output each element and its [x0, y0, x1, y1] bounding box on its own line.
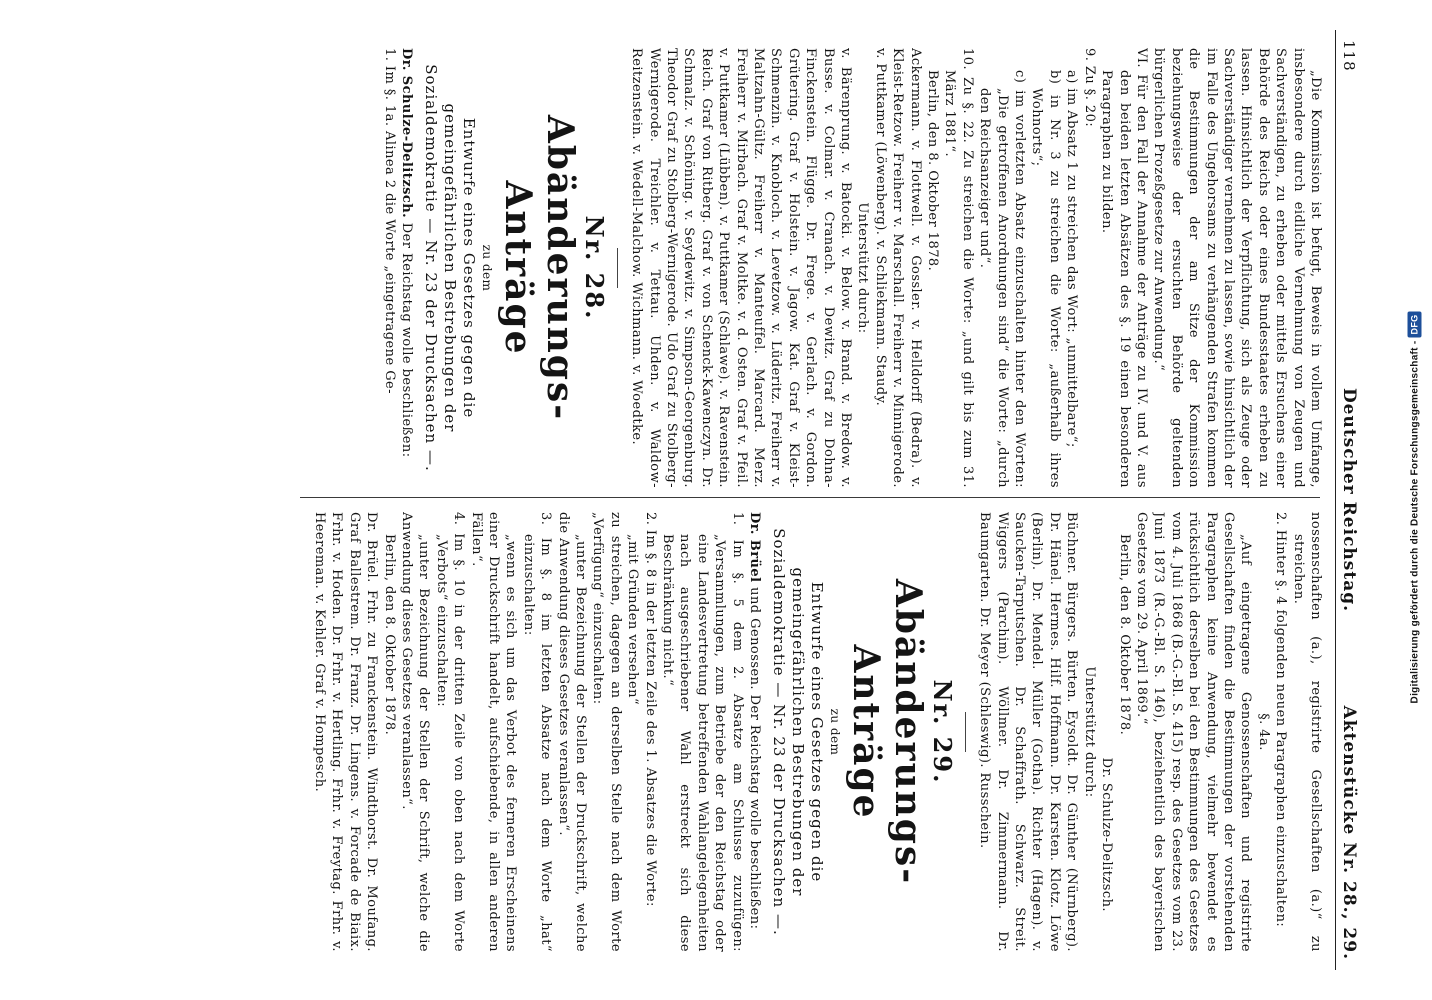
section-title: Abänderungs-Anträge — [845, 578, 930, 886]
running-title-right: Aktenstücke Nr. 28., 29. — [1339, 705, 1360, 960]
paragraph: 1. Im §. 1a. Alinea 2 die Worte „eingetragene Ge- — [381, 48, 397, 395]
separator-rule — [617, 248, 618, 288]
separator-rule — [965, 712, 966, 752]
section-subtitle: Entwurfe eines Gesetzes gegen die gemeingefährlichen Bestrebungen der Sozialdemokratie — Nr. 23 der Drucksachen —. — [770, 528, 827, 936]
right-column — [40, 512, 1324, 952]
zu-dem: zu dem — [828, 708, 843, 756]
date-line: Berlin, den 8. Oktober 1878. — [925, 70, 941, 272]
digitization-credit — [1402, 0, 1428, 1000]
document-number: Nr. 29. — [927, 679, 957, 785]
credit-text — [1408, 128, 1423, 888]
supporters-list: v. Bärenprung. v. Batocki. v. Below. v. Brand. v. Bredow. v. Busse. v. Colmar. v. Cranach. v. Dewitz. Graf zu Dohna-Finckenstein. Flügge. Dr. Frege. v. Gerlach. v. Gordon. Grütering. Graf v. Holstein. v. Jagow. Kat. Graf v. Kleist-Schmenzin. v. Knobloch. v. Levetzow. v. Lüderitz. Freiherr v. Maltzahn-Gültz. Freiherr v. Manteuffel. Marcard. Merz. Freiherr v. Mirbach. Graf v. Moltke. v. d. Osten. Graf v. Pfeil. v. Puttkamer (Lübben). v. Puttkamer (Schlawe). v. Ravenstein. Reich. Graf von Ritberg. Graf v. von Schenck-Kawenczyn. Dr. Schmalz. v. Schöning. v. Seydewitz. v. Simpson-Georgenburg. Theodor Graf zu Stolberg-Wernigerode. Udo Graf zu Stolberg-Wernigerode. Treichler. v. Tettau. Uhden. v. Waldow-Reitzenstein. v. Wedell-Malchow. Wichmann. v. Woedtke. — [629, 48, 854, 488]
page-header — [1335, 30, 1366, 970]
motion-line — [398, 48, 415, 488]
supported-by: Unterstützt durch: — [855, 202, 871, 334]
motion-text: Der Reichstag wolle beschließen: — [398, 222, 414, 458]
paragraph: 2. Hinter §. 4 folgenden neuen Paragraphen einzuschalten: — [1273, 512, 1289, 928]
paragraph: zu streichen, dagegen an derselben Stelle nach dem Worte „Verfügung“ einzuschalten: — [590, 512, 623, 952]
zu-dem: zu dem — [480, 244, 495, 292]
signature: Dr. Schulze-Delitzsch. — [1099, 757, 1115, 912]
supporters-list: Büchner. Bürgers. Bürten. Eysoldt. Dr. Günther (Nürnberg). Dr. Hänel. Hermes. Hilf. Hoffmann. Dr. Karsten. Klotz. Löwe (Berlin). Dr. Mendel. Müller (Gotha). Richter (Hagen). v. Saucken-Tarputschen. Dr. Schaffrath. Schwarz. Streit. Wiggers (Parchim). Wöllmer. Dr. Zimmermann. Dr. Baumgarten. Dr. Meyer (Schleswig). Russchein. — [977, 512, 1080, 952]
paragraph: VI. Für den Fall der Annahme der Anträge zu IV. und V. aus den beiden letzten Absätzen des §. 19 einen besonderen Paragraphen zu bilden. — [1099, 48, 1149, 488]
section-number: §. 4a. — [1255, 713, 1271, 751]
paragraph: 10. Zu §. 22. Zu streichen die Worte: „und gilt bis zum 31. März 1881“. — [942, 48, 975, 488]
paragraph: 4. Im §. 10 in der dritten Zeile von oben nach dem Worte „Verbots“ einzuschalten: — [433, 512, 467, 952]
signatories: Ackermann. v. Flottwell. v. Gossler. v. Helldorff (Bedra). v. Kleist-Retzow. Freiherr v. Marschall. Freiherr v. Minnigerode. v. Puttkamer (Löwenberg). v. Schliekmann. Staudy. — [872, 48, 923, 488]
dfg-logo: DFG — [1408, 312, 1422, 338]
motion-line — [746, 512, 763, 952]
paragraph: „mit Gründen versehen“ — [625, 534, 641, 706]
motion-text: und Genossen. Der Reichstag wolle beschließen: — [747, 587, 763, 930]
running-title: Deutscher Reichstag. — [1339, 387, 1360, 613]
date-line: Berlin, den 8. Oktober 1878. — [381, 534, 397, 736]
section-subtitle: Entwurfe eines Gesetzes gegen die gemeingefährlichen Bestrebungen der Sozialdemokratie — Nr. 23 der Drucksachen —. — [421, 64, 478, 472]
signatories: Dr. Brüel. Frhr. zu Franckenstein. Windthorst. Dr. Moufang. Graf Ballestrem. Dr. Franz. Dr. Lingens. v. Forcade de Biaix. Frhr. v. Hoden. Dr. Frhr. v. Hertling. Frhr. v. Freytag. Frhr. v. Heereman. v. Kehler. Graf v. Hompesch. — [311, 512, 380, 952]
paragraph: 9. Zu §. 20: — [1081, 48, 1097, 128]
paragraph: 3. Im §. 8 im letzten Absatze nach dem Worte „hat“ einzuschalten: — [520, 512, 554, 952]
paragraph: c) im vorletzten Absatz einzuschalten hinter den Worten: „Die getroffenen Anordnungen sind“ die Worte: „durch den Reichsanzeiger und“. — [977, 70, 1028, 488]
mover-name: Dr. Brüel — [747, 512, 763, 583]
supported-by: Unterstützt durch: — [1081, 666, 1097, 798]
left-column — [40, 48, 1324, 488]
paragraph: „unter Bezeichnung der Stellen der Schrift, welche die Anwendung dieses Gesetzes veranlassen“. — [398, 512, 432, 952]
credit-label: Digitalisierung gefördert durch die Deutsche Forschungsgemeinschaft - — [1409, 340, 1421, 704]
paragraph: „Auf eingetragene Genossenschaften und registrirte Gesellschaften finden die Bestimmungen der vorstehenden Paragraphen keine Anwendung, vielmehr bewendet es rücksichtlich derselben bei den Bestimmungen des Gesetzes vom 4. Juli 1868 (B.-G.-Bl. S. 415) resp. des Gesetzes vom 23. Juni 1873 (R.-G.-Bl. S. 146), beziehentlich des bayerischen Gesetzes vom 29. April 1869.“ — [1133, 512, 1254, 952]
paragraph: a) im Absatz 1 zu streichen das Wort: „unmittelbare“; — [1064, 70, 1080, 448]
paragraph: 2. Im §. 8 in der letzten Zeile des 1. Absatzes die Worte: — [642, 512, 658, 907]
column-divider — [300, 497, 1320, 498]
paragraph: nossenschaften (a.), registrirte Gesellschaften (a.)“ zu streichen. — [1290, 512, 1323, 952]
document-number: Nr. 28. — [579, 215, 609, 321]
page-number: 118 — [1340, 40, 1359, 72]
mover-name: Dr. Schulze-Delitzsch. — [398, 48, 414, 219]
paragraph: „unter Bezeichnung der Stellen der Druckschrift, welche die Anwendung dieses Gesetzes veranlassen“. — [555, 512, 588, 952]
paragraph: „wenn es sich um das Verbot des ferneren Erscheinens einer Druckschrift handelt, aufschiebende, in allen anderen Fällen“. — [468, 512, 519, 952]
paragraph: „Die Kommission ist befugt, Beweis in vollem Umfange, insbesondere durch eidliche Vernehmung von Zeugen und Sachverständigen, zu erheben oder mittels Ersuchens einer Behörde des Reichs oder eines Bundesstaates erheben zu lassen. Hinsichtlich der Verpflichtung, sich als Zeuge oder Sachverständiger vernehmen zu lassen, sowie hinsichtlich der im Falle des Ungehorsams zu verhängenden Strafen kommen die Bestimmungen der am Sitze der Kommission beziehungsweise der ersuchten Behörde geltenden bürgerlichen Prozeßgesetze zur Anwendung.“ — [1151, 48, 1323, 488]
date-line: Berlin, den 8. Oktober 1878. — [1116, 534, 1132, 736]
section-title: Abänderungs-Anträge — [497, 114, 582, 422]
paragraph: 1. Im §. 5 dem 2. Absatze am Schlusse zuzufügen: „Versammlungen, zum Betriebe der den Reichstag oder eine Landesvertretung betreffenden Wahlangelegenheiten nach ausgeschriebener Wahl erstreckt sich diese Beschränkung nicht.“ — [660, 512, 745, 952]
paragraph: b) in Nr. 3 zu streichen die Worte: „außerhalb ihres Wohnorts“; — [1029, 70, 1062, 488]
